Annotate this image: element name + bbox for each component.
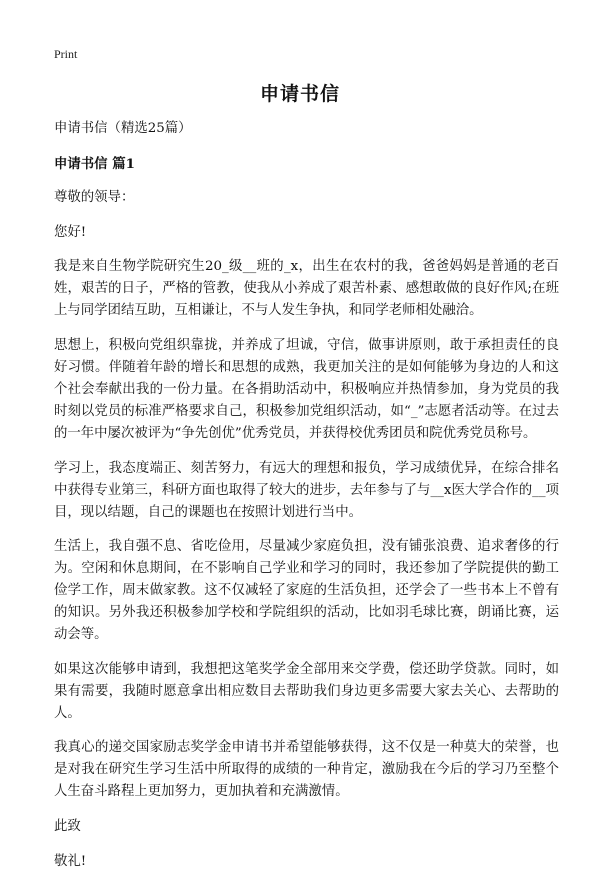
paragraph-life: 生活上，我自强不息、省吃俭用，尽量减少家庭负担，没有铺张浪费、追求奢侈的行为。空闲和休息期间，在不影响自己学业和学习的同时，我还参加了学院提供的勤工俭学工作，周末做家教。这不仅减轻了家庭的生活负担，还学会了一些书本上不曾有的知识。另外我还积极参加学校和学院组织的活动，比如羽毛球比赛，朗诵比赛，运动会等。 xyxy=(54,539,559,643)
paragraph-study: 学习上，我态度端正、刻苦努力，有远大的理想和报负，学习成绩优异，在综合排名中获得专业第三，科研方面也取得了较大的进步，去年参与了与__x医大学合作的__项目，现以结题，自己的课题也在按照计划进行当中。 xyxy=(54,460,559,520)
closing-line-2: 敬礼! xyxy=(54,853,87,869)
intro-line: 申请书信（精选25篇） xyxy=(54,121,192,136)
paragraph-background: 我是来自生物学院研究生20_级__班的_x，出生在农村的我，爸爸妈妈是普通的老百姓，艰苦的日子，严格的管教，使我从小养成了艰苦朴素、感想敢做的良好作风;在班上与同学团结互助，互相谦让，不与人发生争执，和同学老师相处融洽。 xyxy=(54,259,559,319)
letter-body xyxy=(54,118,559,885)
paragraph-thought: 思想上，积极向党组织靠拢，并养成了坦诚，守信，做事讲原则，敢于承担责任的良好习惯。伴随着年龄的增长和思想的成熟，我更加关注的是如何能够为身边的人和这个社会奉献出我的一份力量。在各捐助活动中，积极响应并热情参加，身为党员的我时刻以党员的标准严格要求自己，积极参加党组织活动，如“_”志愿者活动等。在过去的一年中屡次被评为“争先创优”优秀党员，并获得校优秀团员和院优秀党员称号。 xyxy=(54,337,559,441)
closing-line-1: 此致 xyxy=(54,818,81,834)
paragraph-conclusion: 我真心的递交国家励志奖学金申请书并希望能够获得，这不仅是一种莫大的荣誉，也是对我在研究生学习生活中所取得的成绩的一种肯定，激励我在今后的学习乃至整个人生奋斗路程上更加努力，更加执着和充满激情。 xyxy=(54,740,559,800)
paragraph-plan: 如果这次能够申请到，我想把这笔奖学金全部用来交学费，偿还助学贷款。同时，如果有需要，我随时愿意拿出相应数目去帮助我们身边更多需要大家去关心、去帮助的人。 xyxy=(54,661,559,721)
hello-line: 您好! xyxy=(54,224,87,240)
section-title: 申请书信 篇1 xyxy=(54,155,135,172)
print-label: Print xyxy=(54,47,78,61)
greeting: 尊敬的领导： xyxy=(54,190,135,206)
page-title: 申请书信 xyxy=(259,83,340,105)
